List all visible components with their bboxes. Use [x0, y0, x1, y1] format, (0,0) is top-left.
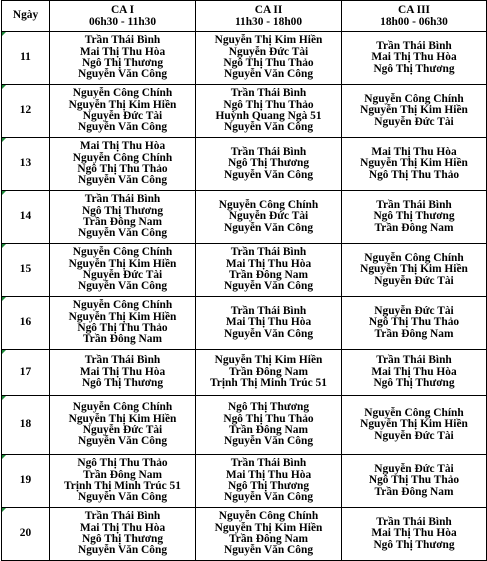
staff-name: Ngô Thị Thu Thảo: [368, 316, 460, 329]
shift-2-cell: [196, 350, 342, 396]
shift-3-cell: [342, 297, 487, 350]
roster-row: [2, 350, 487, 396]
header-row: [2, 1, 487, 32]
shift-2-cell: [196, 138, 342, 191]
staff-name: Nguyễn Văn Công: [223, 121, 314, 134]
staff-name: Trần Thái Bình: [230, 246, 307, 259]
shift-header-3: [342, 1, 487, 32]
staff-name: Ngô Thị Thương: [227, 157, 310, 170]
shift-1-cell: [50, 191, 196, 244]
staff-name: Nguyễn Văn Công: [77, 435, 168, 448]
staff-name: Nguyễn Văn Công: [223, 435, 314, 448]
day-cell: 15: [2, 244, 50, 297]
day-cell: 14: [2, 191, 50, 244]
shift-3-cell: [342, 191, 487, 244]
staff-name: Trần Đông Nam: [374, 485, 454, 498]
roster-row: [2, 508, 487, 561]
staff-name: Ngô Thị Thu Thảo: [77, 163, 168, 175]
shift-1-cell: [50, 32, 196, 85]
staff-name: Nguyễn Văn Công: [77, 227, 168, 240]
staff-name: Nguyễn Thị Kim Hiền: [360, 418, 468, 431]
staff-name: Nguyễn Thị Kim Hiền: [68, 412, 177, 425]
staff-name: Nguyễn Đức Tài: [374, 274, 454, 287]
staff-name: Mai Thị Thu Hòa: [371, 365, 457, 378]
staff-name: Nguyễn Công Chính: [72, 246, 173, 259]
staff-name: Ngô Thị Thương: [373, 538, 455, 551]
staff-name: Trần Đông Nam: [229, 533, 308, 545]
staff-name: Nguyễn Văn Công: [77, 280, 168, 293]
shift-name: CA III: [398, 4, 430, 16]
staff-name: Ngô Thị Thu Thảo: [368, 474, 460, 487]
staff-name: Nguyễn Công Chính: [218, 510, 319, 523]
staff-name: Nguyễn Đức Tài: [82, 269, 163, 281]
staff-name: Mai Thị Thu Hòa: [371, 145, 457, 158]
staff-name: Nguyễn Văn Công: [77, 544, 168, 557]
staff-name: Nguyễn Thị Kim Hiền: [360, 263, 468, 276]
staff-name: Ngô Thị Thương: [373, 62, 455, 75]
staff-name: Trần Thái Bình: [230, 304, 307, 317]
staff-name: Nguyễn Công Chính: [72, 299, 173, 312]
shift-1-cell: [50, 138, 196, 191]
shift-3-cell: [342, 32, 487, 85]
staff-name: Nguyễn Văn Công: [77, 174, 168, 187]
shift-2-cell: [196, 297, 342, 350]
staff-name: Trần Thái Bình: [84, 193, 161, 206]
day-column-header: Ngày: [2, 1, 50, 32]
shift-1-cell: [50, 508, 196, 561]
staff-name: Nguyễn Văn Công: [77, 491, 168, 504]
staff-name: Nguyễn Thị Kim Hiền: [214, 34, 323, 47]
day-cell: 19: [2, 455, 50, 508]
staff-name: Nguyễn Văn Công: [223, 491, 314, 504]
staff-name: Trần Thái Bình: [230, 87, 307, 100]
staff-name: Mai Thị Thu Hòa: [79, 45, 166, 58]
staff-name: Trần Đông Nam: [229, 365, 308, 378]
roster-row: [2, 244, 487, 297]
staff-name: Nguyễn Thị Kim Hiền: [68, 310, 177, 323]
shift-1-cell: [50, 350, 196, 396]
staff-name: Nguyễn Đức Tài: [374, 429, 454, 442]
staff-name: Mai Thị Thu Hòa: [225, 316, 312, 329]
shift-3-cell: [342, 396, 487, 455]
staff-name: Nguyễn Văn Công: [223, 68, 314, 81]
staff-name: Mai Thị Thu Hòa: [79, 365, 166, 378]
staff-name: Trần Đông Nam: [229, 269, 308, 281]
staff-name: Mai Thị Thu Hòa: [225, 257, 312, 270]
staff-name: Nguyễn Đức Tài: [228, 45, 309, 58]
staff-name: Ngô Thị Thu Thảo: [77, 457, 168, 470]
roster-row: [2, 396, 487, 455]
staff-name: Trần Đông Nam: [229, 424, 308, 436]
staff-name: Ngô Thị Thương: [227, 401, 310, 414]
staff-name: Nguyễn Đức Tài: [374, 115, 454, 128]
staff-name: Nguyễn Đức Tài: [374, 462, 454, 475]
day-cell: 16: [2, 297, 50, 350]
staff-name: Nguyễn Đức Tài: [374, 304, 454, 317]
staff-name: Trần Thái Bình: [376, 198, 452, 211]
staff-name: Ngô Thị Thu Thảo: [77, 322, 168, 334]
staff-name: Ngô Thị Thương: [81, 204, 164, 217]
staff-name: Trần Thái Bình: [230, 457, 307, 470]
staff-name: Ngô Thị Thương: [373, 377, 455, 390]
staff-name: Nguyễn Thị Kim Hiền: [360, 104, 468, 117]
staff-name: Trần Đông Nam: [83, 333, 162, 346]
staff-name: Nguyễn Văn Công: [223, 221, 314, 234]
roster-row: [2, 32, 487, 85]
shift-time: 18h00 - 06h30: [380, 16, 448, 28]
staff-name: Nguyễn Công Chính: [72, 87, 173, 100]
staff-name: Nguyễn Công Chính: [218, 198, 319, 211]
shift-3-cell: [342, 138, 487, 191]
staff-name: Ngô Thị Thương: [373, 210, 455, 223]
roster-row: [2, 138, 487, 191]
shift-3-cell: [342, 85, 487, 138]
staff-name: Trần Thái Bình: [230, 145, 307, 158]
staff-name: Trịnh Thị Minh Trúc 51: [64, 480, 181, 492]
staff-name: Nguyễn Đức Tài: [82, 110, 163, 122]
staff-name: Nguyễn Công Chính: [72, 151, 173, 164]
staff-name: Nguyễn Văn Công: [77, 68, 168, 81]
staff-name: Nguyễn Văn Công: [223, 280, 314, 293]
staff-name: Ngô Thị Thương: [81, 533, 164, 545]
shift-2-cell: [196, 85, 342, 138]
staff-name: Nguyễn Công Chính: [364, 251, 464, 264]
shift-header-2: [196, 1, 342, 32]
duty-roster-table: [1, 0, 487, 561]
staff-name: Nguyễn Thị Kim Hiền: [360, 157, 468, 170]
staff-name: Nguyễn Đức Tài: [228, 210, 309, 223]
staff-name: Nguyễn Công Chính: [364, 92, 464, 105]
staff-name: Trần Thái Bình: [376, 39, 452, 52]
shift-1-cell: [50, 244, 196, 297]
shift-time: 06h30 - 11h30: [88, 16, 157, 28]
staff-name: Nguyễn Văn Công: [77, 121, 168, 134]
staff-name: Trần Đông Nam: [83, 468, 162, 481]
day-cell: 20: [2, 508, 50, 561]
shift-time: 11h30 - 18h00: [234, 16, 303, 28]
staff-name: Ngô Thị Thương: [227, 480, 310, 492]
shift-3-cell: [342, 455, 487, 508]
staff-name: Trần Thái Bình: [84, 510, 161, 523]
staff-name: Ngô Thị Thương: [81, 377, 164, 390]
day-cell: 18: [2, 396, 50, 455]
day-cell: 12: [2, 85, 50, 138]
staff-name: Mai Thị Thu Hòa: [79, 521, 166, 534]
roster-row: [2, 297, 487, 350]
roster-row: [2, 455, 487, 508]
staff-name: Ngô Thị Thu Thảo: [223, 98, 314, 111]
shift-header-1: [50, 1, 196, 32]
shift-name: CA II: [254, 4, 283, 16]
shift-2-cell: [196, 455, 342, 508]
staff-name: Nguyễn Văn Công: [223, 327, 314, 340]
staff-name: Trần Đông Nam: [374, 221, 454, 234]
shift-2-cell: [196, 32, 342, 85]
staff-name: Nguyễn Thị Kim Hiền: [214, 354, 323, 367]
staff-name: Nguyễn Thị Kim Hiền: [214, 521, 323, 534]
staff-name: Ngô Thị Thu Thảo: [368, 168, 460, 181]
roster-row: [2, 85, 487, 138]
shift-2-cell: [196, 396, 342, 455]
roster-body: [2, 32, 487, 561]
staff-name: Trần Thái Bình: [376, 515, 452, 528]
shift-3-cell: [342, 350, 487, 396]
shift-3-cell: [342, 244, 487, 297]
staff-name: Trần Đông Nam: [374, 327, 454, 340]
staff-name: Mai Thị Thu Hòa: [371, 527, 457, 540]
staff-name: Nguyễn Thị Kim Hiền: [68, 257, 177, 270]
staff-name: Nguyễn Công Chính: [364, 406, 464, 419]
day-cell: 17: [2, 350, 50, 396]
staff-name: Trần Thái Bình: [376, 354, 452, 367]
staff-name: Trịnh Thị Minh Trúc 51: [210, 377, 327, 390]
shift-2-cell: [196, 191, 342, 244]
staff-name: Mai Thị Thu Hòa: [225, 468, 312, 481]
staff-name: Trần Thái Bình: [84, 354, 161, 367]
staff-name: Ngô Thị Thu Thảo: [223, 57, 314, 69]
staff-name: Ngô Thị Thương: [81, 57, 164, 69]
shift-2-cell: [196, 508, 342, 561]
staff-name: Nguyễn Công Chính: [72, 401, 173, 414]
day-cell: 13: [2, 138, 50, 191]
shift-1-cell: [50, 396, 196, 455]
staff-name: Nguyễn Đức Tài: [82, 424, 163, 436]
shift-1-cell: [50, 85, 196, 138]
staff-name: Trần Thái Bình: [84, 34, 161, 47]
shift-name: CA I: [110, 4, 135, 16]
staff-name: Nguyễn Văn Công: [223, 168, 314, 181]
staff-name: Mai Thị Thu Hòa: [371, 51, 457, 64]
shift-1-cell: [50, 297, 196, 350]
shift-1-cell: [50, 455, 196, 508]
staff-name: Trần Đông Nam: [83, 216, 162, 228]
staff-name: Nguyễn Thị Kim Hiền: [68, 98, 177, 111]
staff-name: Huỳnh Quang Ngà 51: [215, 110, 322, 122]
shift-3-cell: [342, 508, 487, 561]
staff-name: Mai Thị Thu Hòa: [79, 140, 166, 153]
roster-row: [2, 191, 487, 244]
staff-name: Nguyễn Văn Công: [223, 544, 314, 557]
staff-name: Ngô Thị Thu Thảo: [223, 412, 314, 425]
shift-2-cell: [196, 244, 342, 297]
day-cell: 11: [2, 32, 50, 85]
